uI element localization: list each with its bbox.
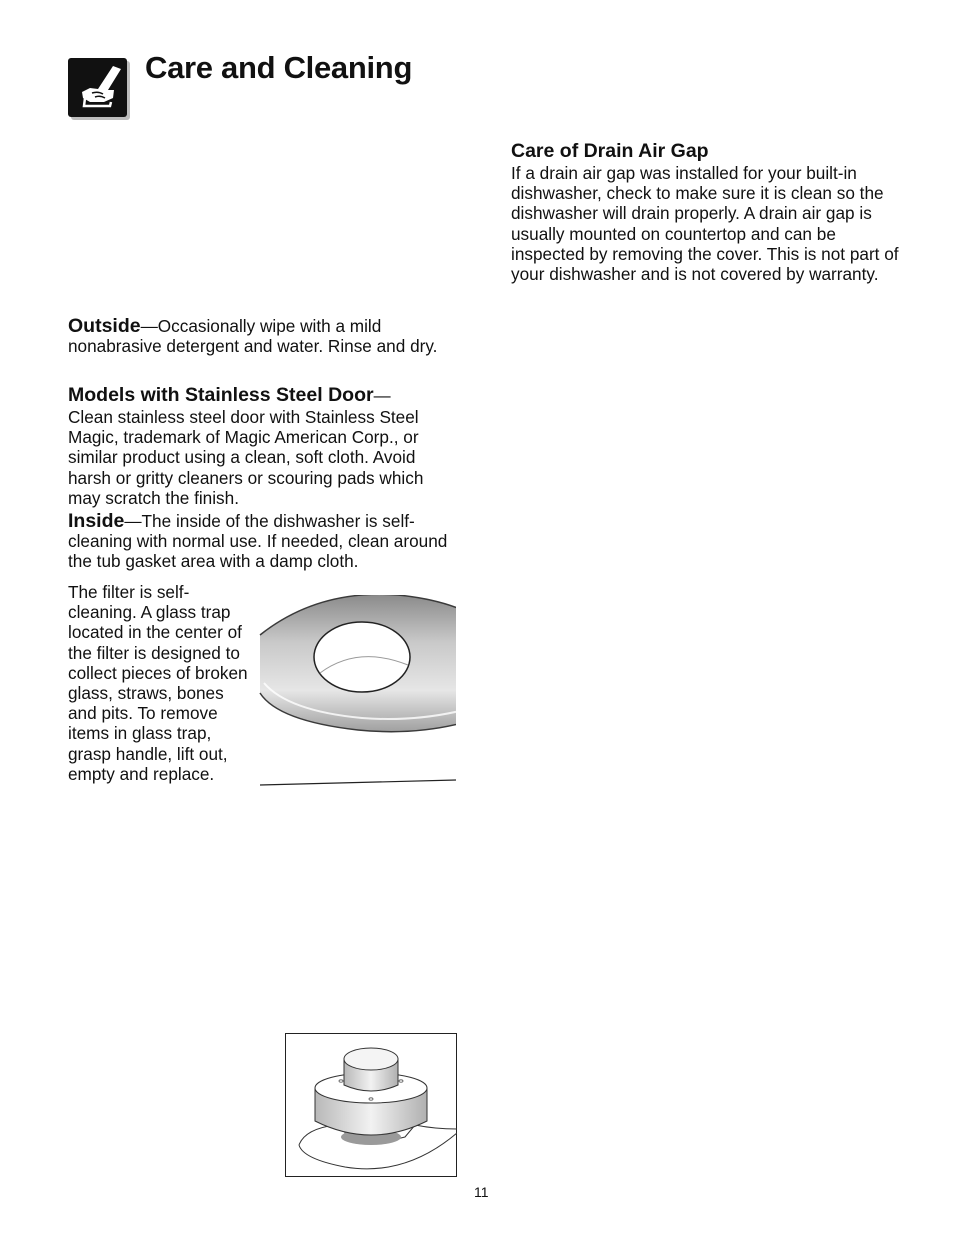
stainless-text: Clean stainless steel door with Stainless Steel Magic, trademark of Magic American Corp., or similar product using a clean, soft cloth. Avoid harsh or gritty cleaners or scouring pads which may scratch the finish. xyxy=(68,407,424,508)
inside-heading: Inside xyxy=(68,510,125,532)
inside-paragraph xyxy=(68,511,456,572)
stainless-section xyxy=(68,384,456,508)
inside-text: —The inside of the dishwasher is self-cleaning with normal use. If needed, clean around the tub gasket area with a damp cloth. xyxy=(68,511,448,572)
outside-paragraph xyxy=(68,316,456,356)
stainless-dash: — xyxy=(373,386,391,405)
filter-section xyxy=(68,582,256,784)
outside-heading: Outside xyxy=(68,315,141,337)
drain-air-gap-heading: Care of Drain Air Gap xyxy=(511,140,709,162)
stainless-heading-line xyxy=(68,384,456,407)
outside-text: —Occasionally wipe with a mild nonabrasive detergent and water. Rinse and dry. xyxy=(68,316,438,357)
hand-wiping-icon xyxy=(68,58,130,120)
inside-section xyxy=(68,511,456,572)
page-number: 11 xyxy=(474,1184,489,1200)
drain-air-gap-illustration xyxy=(285,1033,457,1177)
page-title: Care and Cleaning xyxy=(145,50,413,85)
drain-air-gap-section xyxy=(511,140,906,284)
filter-text: The filter is self-cleaning. A glass trap located in the center of the filter is designed to collect pieces of broken glass, straws, bones and pits. To remove items in glass trap, grasp handle, lift out, empty and replace. xyxy=(68,582,248,784)
drain-air-gap-text: If a drain air gap was installed for your built-in dishwasher, check to make sure it is clean so the dishwasher will drain properly. A drain air gap is usually mounted on countertop and can be inspected by removing the cover. This is not part of your dishwasher and is not covered by warranty. xyxy=(511,163,899,285)
filter-glass-trap-illustration xyxy=(258,595,456,789)
outside-section xyxy=(68,316,456,356)
stainless-heading: Models with Stainless Steel Door xyxy=(68,384,374,406)
